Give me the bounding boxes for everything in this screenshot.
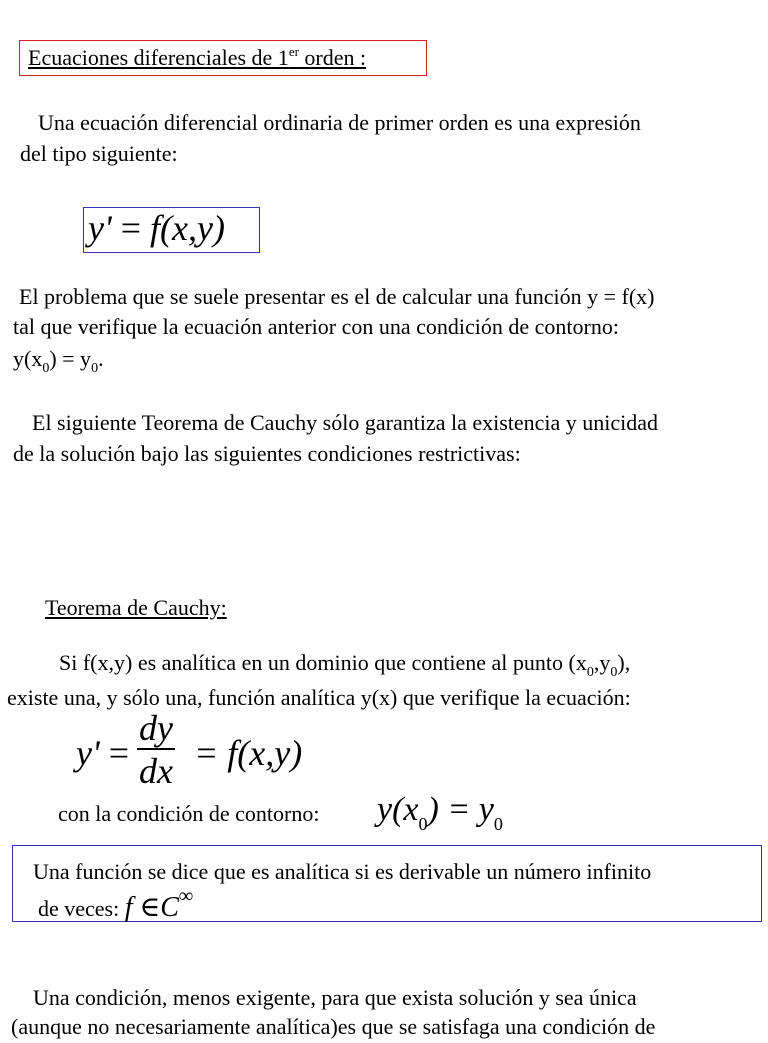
cauchy-intro-line-1: El siguiente Teorema de Cauchy sólo garantiza la existencia y unicidad (32, 410, 659, 435)
definition-infinity: ∞ (178, 885, 194, 907)
fraction-denominator: dx (139, 751, 173, 791)
title-superscript: er (288, 44, 299, 59)
title-rest: orden : (298, 45, 367, 70)
theorem-line-1 (59, 648, 630, 679)
theorem-line-2: existe una, y sólo una, función analítica y(x) que verifique la ecuación: (7, 685, 631, 710)
title-main: Ecuaciones diferenciales de 1 (28, 45, 289, 70)
problem-line-1: El problema que se suele presentar es el de calcular una función y = f(x) (19, 284, 655, 309)
condition-label: con la condición de contorno: (58, 801, 320, 826)
problem-line-3 (13, 344, 104, 375)
theorem-eq-equals: = (108, 733, 129, 773)
theorem-fraction (137, 708, 175, 792)
theorem-title: Teorema de Cauchy: (45, 595, 227, 620)
theorem-l1c: ,y (593, 650, 611, 675)
problem-l3c: ) = y (49, 346, 92, 371)
definition-line-2 (38, 885, 194, 927)
problem-l3b: 0 (42, 361, 50, 376)
equation-main (88, 205, 225, 251)
definition-line-2-text: de veces: (38, 896, 120, 921)
theorem-l1d: 0 (610, 665, 618, 680)
definition-math-text: f ∈C (124, 892, 179, 923)
section-title (28, 43, 366, 74)
definition-line-1: Una función se dice que es analítica si es derivable un número infinito (33, 859, 652, 884)
cauchy-intro-line-2: de la solución bajo las siguientes condiciones restrictivas: (13, 441, 521, 466)
intro-line-1: Una ecuación diferencial ordinaria de primer orden es una expresión (38, 110, 641, 135)
intro-line-2: del tipo siguiente: (20, 141, 178, 166)
definition-math (124, 885, 194, 923)
theorem-l1a: Si f(x,y) es analítica en un dominio que contiene al punto (x (59, 650, 587, 675)
cond-d: 0 (493, 814, 503, 834)
cond-b: 0 (418, 814, 428, 834)
problem-l3e: . (98, 346, 104, 371)
problem-l3d: 0 (91, 361, 99, 376)
equation-lhs: y' (88, 208, 112, 248)
theorem-eq-rhs: = f(x,y) (194, 733, 303, 773)
equation-equals: = (120, 208, 141, 248)
problem-l3a: y(x (13, 346, 43, 371)
theorem-eq-lhs (76, 730, 129, 776)
problem-line-2: tal que verifique la ecuación anterior con una condición de contorno: (13, 314, 619, 339)
fraction-numerator: dy (139, 708, 173, 748)
equation-rhs: f(x,y) (150, 208, 225, 248)
theorem-eq-lhs-text: y' (76, 733, 100, 773)
cond-c: ) = y (427, 791, 494, 828)
cond-a: y(x (377, 791, 419, 828)
theorem-l1b: 0 (586, 665, 594, 680)
condition-equation (377, 788, 503, 832)
closing-line-2: (aunque no necesariamente analítica)es que se satisfaga una condición de (11, 1014, 656, 1039)
closing-line-1: Una condición, menos exigente, para que exista solución y sea única (33, 985, 637, 1010)
theorem-l1e: ), (617, 650, 631, 675)
